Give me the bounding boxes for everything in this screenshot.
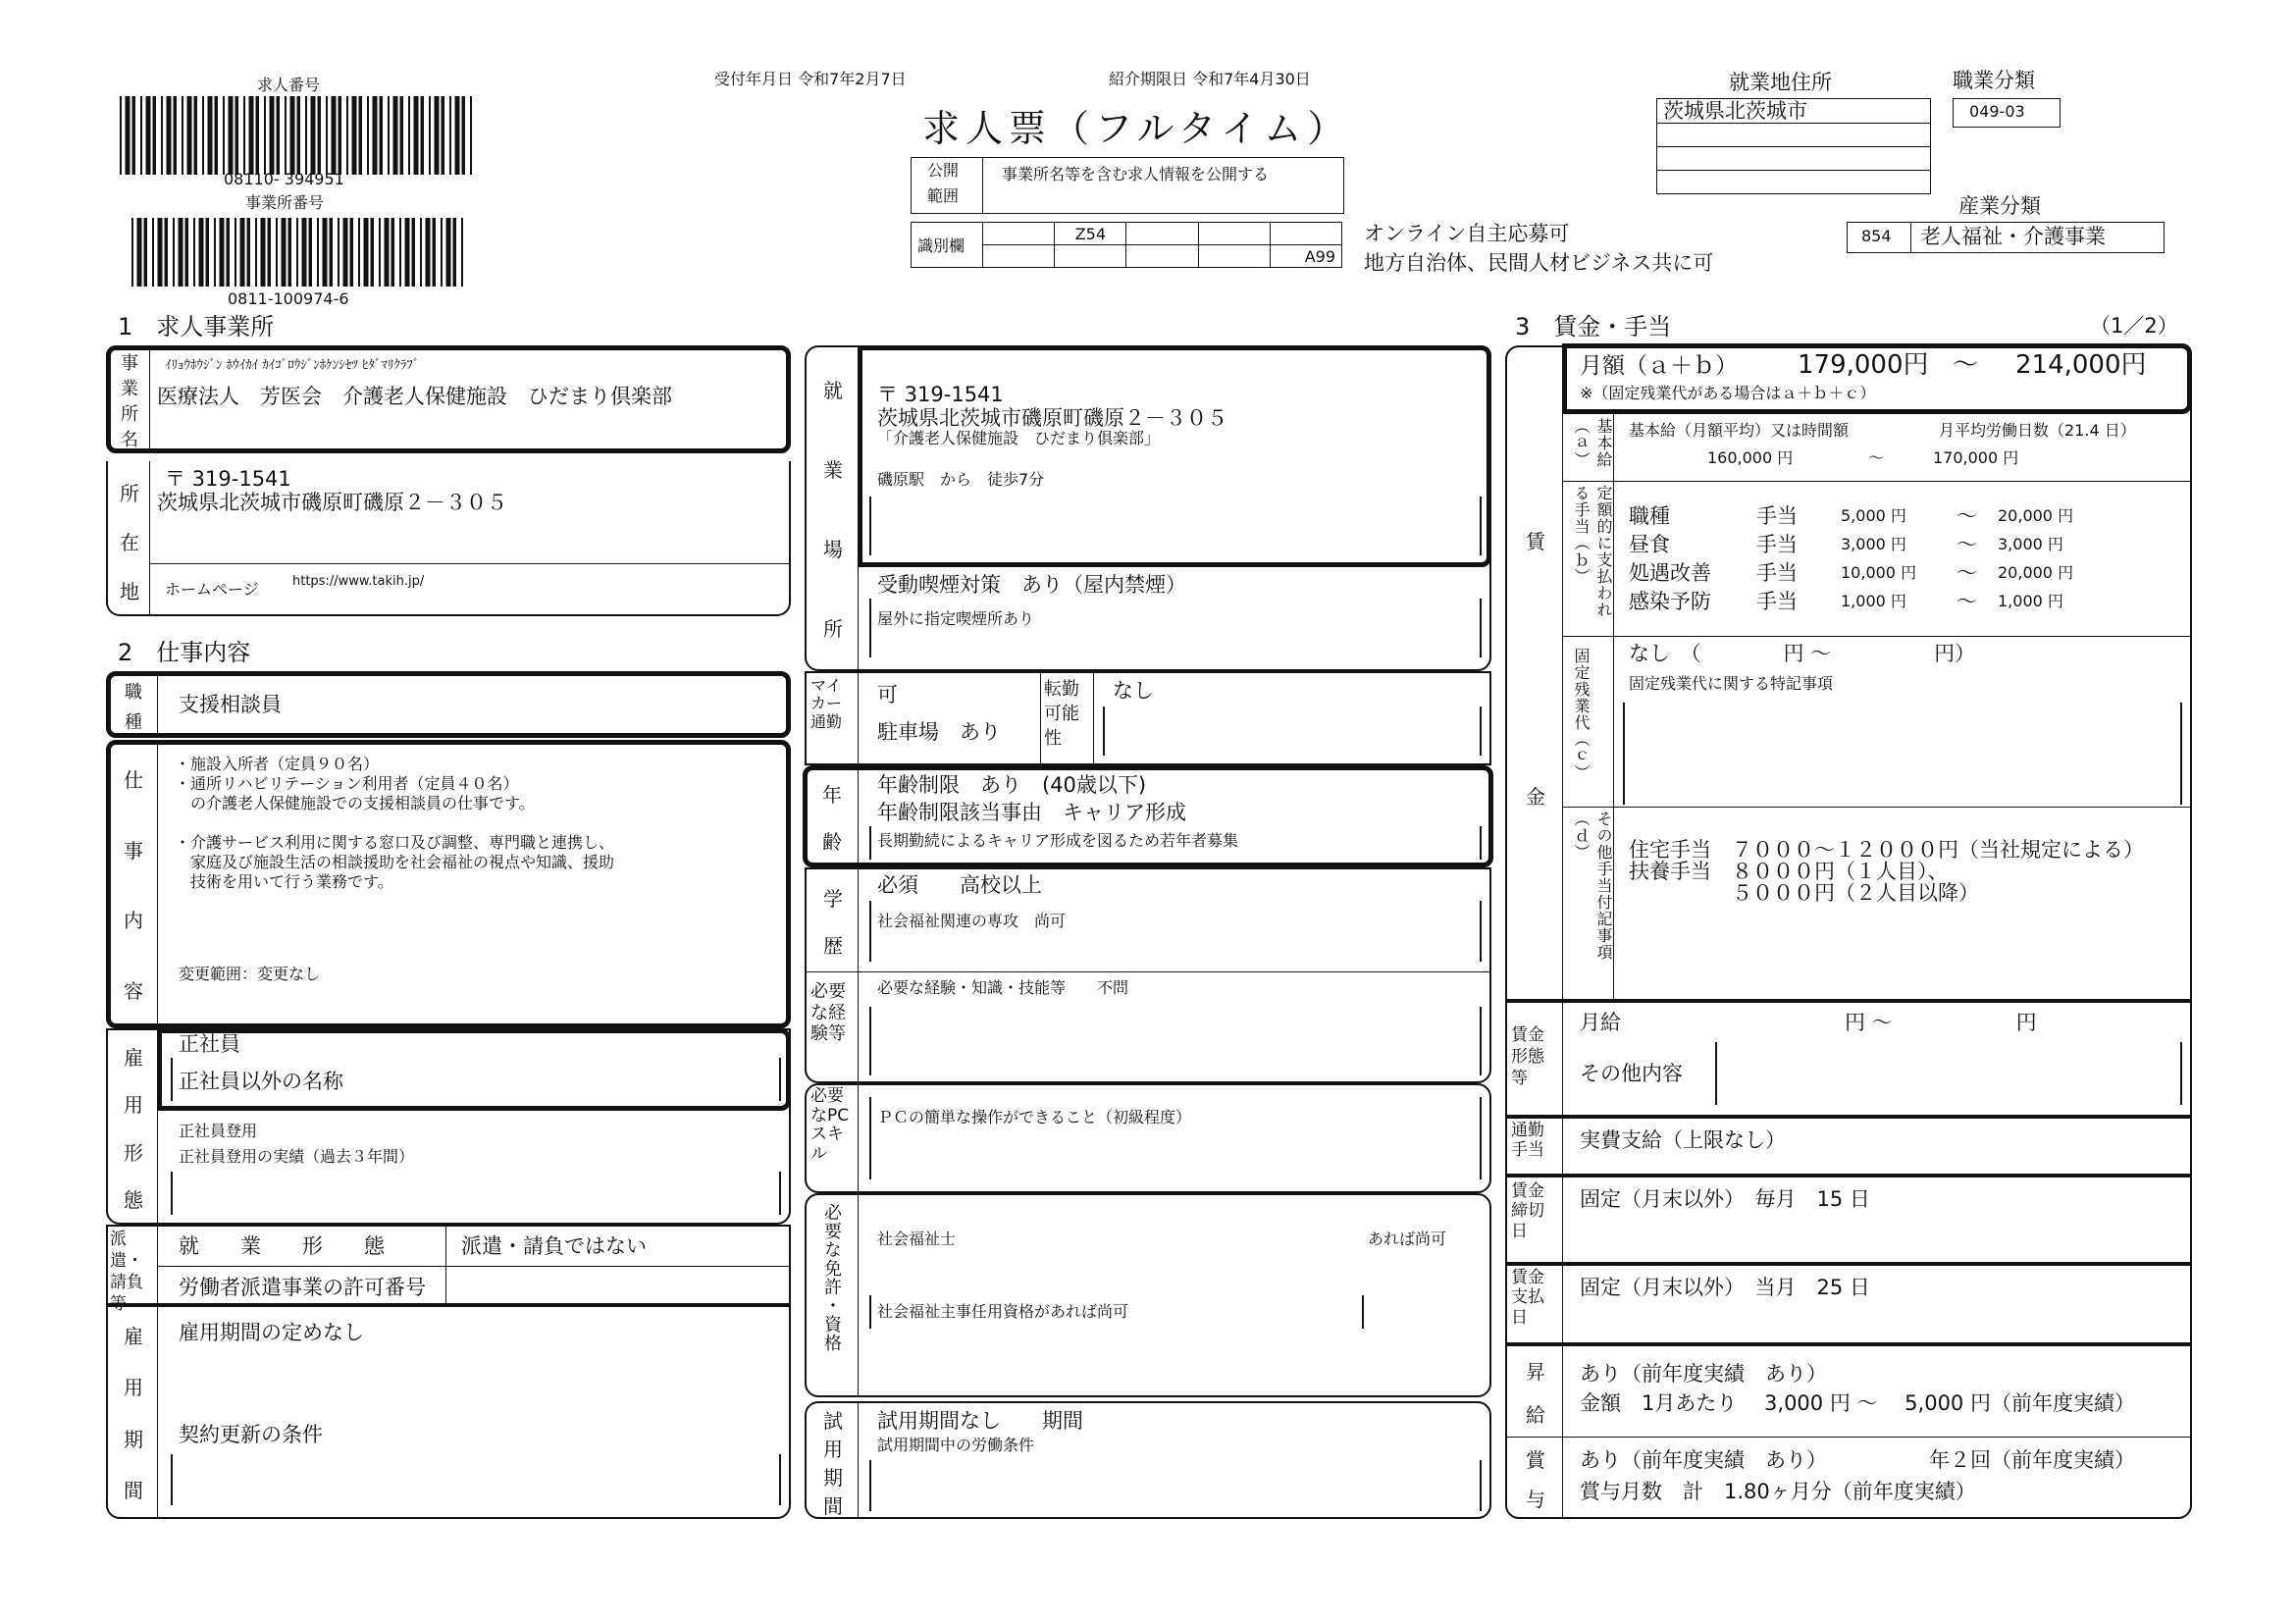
homepage-link[interactable]: https://www.takih.jp/ — [292, 574, 425, 589]
industry-label: 産業分類 — [1958, 194, 2041, 218]
received-date: 受付年月日 令和7年2月7日 — [714, 70, 907, 88]
trial-condition: 試用期間中の労働条件 — [877, 1436, 1035, 1454]
wage-form-range: 円 ～ 円 — [1845, 1011, 2037, 1034]
workplace-facility: 「介護老人保健施設 ひだまり倶楽部」 — [877, 429, 1161, 447]
smoking-note: 屋外に指定喫煙所あり — [877, 609, 1035, 628]
change-scope: 変更範囲：変更なし — [179, 965, 321, 983]
exp-label: 必要な経験等 — [810, 981, 846, 1045]
allowance-unit: 手当 — [1756, 533, 1798, 556]
work-location: 茨城県北茨城市 — [1663, 99, 1807, 123]
job-number-barcode — [120, 96, 475, 175]
edu-note: 社会福祉関連の専攻 尚可 — [877, 912, 1067, 930]
bonus-value: あり（前年度実績 あり） — [1580, 1448, 1827, 1472]
bonus-times: 年２回（前年度実績） — [1929, 1448, 2135, 1472]
trial-value: 試用期間なし 期間 — [877, 1409, 1083, 1433]
wage-label: 賃 金 — [1526, 529, 1545, 809]
period-label: 雇 用 期 間 — [124, 1324, 143, 1503]
monthly-note: ※（固定残業代がある場合はａ＋ｂ＋ｃ） — [1580, 384, 1876, 402]
other-allowance-line: ５０００円（２人目以降） — [1629, 881, 1979, 905]
wage-form-value: 月給 — [1580, 1011, 1621, 1034]
duty-line: ・施設入所者（定員９０名） — [175, 755, 380, 773]
non-regular-name: 正社員以外の名称 — [179, 1070, 343, 1093]
address-label: 所 在 地 — [120, 481, 139, 603]
dispatch-label: 派遣・請負等 — [110, 1230, 143, 1315]
id-code-2: A99 — [1270, 245, 1341, 268]
monthly-label: 月額（ａ＋ｂ） — [1580, 353, 1738, 379]
job-type: 支援相談員 — [179, 693, 282, 716]
allowance-tilde: ～ — [1957, 533, 1977, 556]
industry-box — [1847, 222, 2165, 253]
wage-form-label: 賃金形態等 — [1511, 1025, 1544, 1089]
office-number-label: 事業所番号 — [245, 193, 325, 212]
edu-label: 学 歴 — [823, 886, 843, 958]
dispatch-permit: 労働者派遣事業の許可番号 — [179, 1276, 426, 1299]
other-allowance-line: 扶養手当 ８０００円（１人目）、 — [1629, 860, 1949, 883]
allowance-max: 20,000 円 — [1998, 563, 2074, 582]
office-number: 0811-100974-6 — [228, 289, 349, 308]
allowance-max: 1,000 円 — [1998, 592, 2063, 610]
work-form-label: 就 業 形 態 — [179, 1234, 385, 1258]
promotion-record: 正社員登用の実績（過去３年間） — [179, 1147, 415, 1166]
period-value: 雇用期間の定めなし — [179, 1321, 364, 1344]
office-number-barcode — [131, 218, 469, 287]
work-location-label: 就業地住所 — [1729, 71, 1832, 94]
wage-form-other: その他内容 — [1580, 1062, 1683, 1085]
allowance-tilde: ～ — [1957, 561, 1977, 585]
job-number-label: 求人番号 — [257, 76, 321, 94]
commute-allowance-label: 通勤手当 — [1511, 1121, 1544, 1161]
pc-skill-value: ＰＣの簡単な操作ができること（初級程度） — [877, 1108, 1192, 1126]
office-name-kana: ｲﾘｮｳﾎｳｼﾞﾝ ﾎｳｲｶｲ ｶｲｺﾞﾛｳｼﾞﾝﾎｹﾝｼｾﾂ ﾋﾀﾞﾏﾘｸﾗﾌﾞ — [165, 358, 420, 373]
bonus-label: 賞 与 — [1526, 1447, 1545, 1511]
license-2: 社会福祉主事任用資格があれば尚可 — [877, 1302, 1129, 1321]
duty-line: ・通所リハビリテーション利用者（定員４０名） — [175, 774, 519, 793]
duty-line: 家庭及び施設生活の相談援助を社会福祉の視点や知識、援助 — [175, 853, 615, 871]
online-note: オンライン自主応募可 — [1364, 222, 1570, 245]
overtime-value: なし （ 円 ～ 円） — [1629, 642, 1976, 665]
job-type-label: 職 種 — [125, 681, 142, 733]
allowance-min: 5,000 円 — [1841, 506, 1906, 525]
job-number: 08110- 394951 — [224, 170, 344, 188]
cutoff-label: 賃金締切日 — [1511, 1181, 1544, 1241]
monthly-max: 214,000円 — [2015, 350, 2147, 380]
page-title: 求人票（フルタイム） — [922, 107, 1351, 150]
employment-type: 正社員 — [179, 1032, 240, 1056]
publish-scope-label-1: 公開 — [927, 161, 960, 180]
base-min: 160,000 円 — [1707, 448, 1794, 467]
allowance-unit: 手当 — [1756, 590, 1798, 613]
id-column-table — [911, 222, 1342, 268]
id-column-label: 識別欄 — [912, 223, 983, 268]
other-allowance-label: その他手当付記事項（ｄ） — [1572, 811, 1613, 961]
parking: 駐車場 あり — [877, 720, 1001, 744]
workplace-access: 磯原駅 から 徒歩7分 — [877, 470, 1045, 489]
workplace-label: 就 業 場 所 — [823, 379, 843, 641]
homepage-label: ホームページ — [165, 580, 259, 599]
age-label: 年 齢 — [822, 782, 842, 854]
workplace-postal: 〒 319-1541 — [877, 383, 1004, 406]
license-1: 社会福祉士 — [877, 1230, 957, 1248]
allowance-max: 20,000 円 — [1998, 506, 2074, 525]
section2-title: 2 仕事内容 — [118, 639, 251, 666]
publish-scope-label-2: 範囲 — [927, 186, 960, 205]
age-limit: 年齢制限 あり (40歳以下) — [877, 773, 1147, 797]
base-desc: 基本給（月額平均）又は時間額 — [1629, 421, 1850, 440]
allowance-max: 3,000 円 — [1998, 535, 2063, 553]
age-reason: 年齢制限該当事由 キャリア形成 — [877, 801, 1186, 824]
section1-title: 1 求人事業所 — [118, 313, 275, 340]
payday-label: 賃金支払日 — [1511, 1268, 1544, 1328]
fixed-allowance-label: 定額的に支払われる手当（ｂ） — [1572, 485, 1613, 618]
overtime-label: 固定残業代（ｃ） — [1572, 648, 1591, 781]
referral-deadline: 紹介期限日 令和7年4月30日 — [1109, 70, 1311, 88]
smoking-policy: 受動喫煙対策 あり（屋内禁煙） — [877, 573, 1186, 597]
raise-value: あり（前年度実績 あり） — [1580, 1362, 1827, 1386]
transfer-label: 転勤可能性 — [1044, 679, 1079, 750]
duty-line: 技術を用いて行う業務です。 — [175, 872, 393, 891]
trial-label: 試 用 期 間 — [823, 1409, 843, 1518]
cutoff-value: 固定（月末以外） 毎月 15 日 — [1580, 1187, 1870, 1211]
exp-value: 必要な経験・知識・技能等 不問 — [877, 978, 1129, 997]
page-indicator: （1／2） — [2090, 314, 2178, 338]
job-category-box — [1953, 98, 2061, 128]
employment-label: 雇 用 形 態 — [124, 1045, 143, 1213]
base-label: 基本給（ａ） — [1572, 418, 1613, 468]
publish-scope-value: 事業所名等を含む求人情報を公開する — [1002, 165, 1270, 183]
office-postal: 〒 319-1541 — [165, 467, 291, 491]
transfer-value: なし — [1113, 679, 1154, 703]
allowance-name: 処遇改善 — [1629, 561, 1711, 585]
workplace-address: 茨城県北茨城市磯原町磯原２－３０５ — [877, 406, 1227, 430]
renewal-condition: 契約更新の条件 — [179, 1423, 323, 1446]
overtime-note: 固定残業代に関する特記事項 — [1629, 674, 1834, 693]
job-category: 049-03 — [1969, 102, 2025, 121]
pc-skill-label: 必要なPCスキル — [810, 1086, 850, 1164]
license-label: 必要な免許・資格 — [821, 1203, 842, 1352]
payday-value: 固定（月末以外） 当月 25 日 — [1580, 1276, 1870, 1299]
industry-code: 854 — [1861, 227, 1892, 245]
raise-label: 昇 給 — [1526, 1359, 1545, 1427]
allowance-unit: 手当 — [1756, 504, 1798, 528]
duty-line: ・介護サービス利用に関する窓口及び調整、専門職と連携し、 — [175, 833, 615, 852]
allowance-min: 1,000 円 — [1841, 592, 1906, 610]
base-tilde: ～ — [1868, 448, 1885, 467]
office-address: 茨城県北茨城市磯原町磯原２－３０５ — [157, 491, 507, 514]
car-commute-value: 可 — [877, 683, 898, 707]
allowance-tilde: ～ — [1957, 590, 1977, 613]
edu-value: 必須 高校以上 — [877, 873, 1042, 897]
public-note: 地方自治体、民間人材ビジネス共に可 — [1364, 251, 1714, 275]
office-name: 医療法人 芳医会 介護老人保健施設 ひだまり倶楽部 — [157, 385, 672, 408]
allowance-min: 3,000 円 — [1841, 535, 1906, 553]
work-form-value: 派遣・請負ではない — [461, 1234, 647, 1258]
allowance-min: 10,000 円 — [1841, 563, 1917, 582]
monthly-min: 179,000円 — [1798, 350, 1929, 380]
allowance-name: 感染予防 — [1629, 590, 1711, 613]
allowance-tilde: ～ — [1957, 504, 1977, 528]
duties-label: 仕 事 内 容 — [124, 768, 143, 1003]
allowance-name: 昼食 — [1629, 533, 1670, 556]
office-name-label: 事 業 所 名 — [121, 353, 138, 450]
commute-allowance-value: 実費支給（上限なし） — [1580, 1128, 1786, 1152]
work-location-box — [1656, 98, 1931, 194]
job-category-label: 職業分類 — [1953, 69, 2035, 92]
age-note: 長期勤続によるキャリア形成を図るため若年者募集 — [877, 831, 1239, 850]
monthly-tilde: ～ — [1953, 350, 1979, 380]
regular-promotion: 正社員登用 — [179, 1122, 258, 1140]
base-max: 170,000 円 — [1933, 448, 2019, 467]
publish-scope-box — [911, 157, 1344, 214]
allowance-name: 職種 — [1629, 504, 1670, 528]
license-1-note: あれば尚可 — [1368, 1230, 1447, 1248]
id-code-1: Z54 — [1055, 223, 1126, 245]
bonus-months: 賞与月数 計 1.80ヶ月分（前年度実績） — [1580, 1480, 1976, 1503]
raise-amount: 金額 1月あたり 3,000 円 ～ 5,000 円（前年度実績） — [1580, 1391, 2135, 1415]
car-commute-label: マイカー通勤 — [810, 676, 843, 731]
other-allowance-line: 住宅手当 ７０００～１２０００円（当社規定による） — [1629, 838, 2144, 862]
industry-name: 老人福祉・介護事業 — [1920, 225, 2106, 248]
days-desc: 月平均労働日数（21.4 日） — [1939, 421, 2136, 440]
duty-line: の介護老人保健施設での支援相談員の仕事です。 — [175, 794, 535, 812]
section3-title: 3 賃金・手当 — [1515, 313, 1672, 340]
allowance-unit: 手当 — [1756, 561, 1798, 585]
